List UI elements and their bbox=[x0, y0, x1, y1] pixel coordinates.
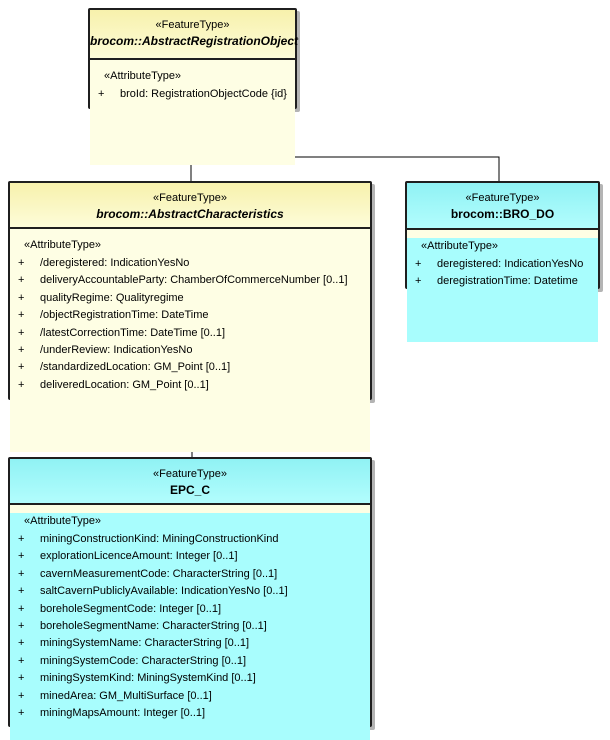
attribute-row bbox=[10, 548, 370, 565]
attribute-visibility: + bbox=[18, 620, 25, 633]
attribute-visibility: + bbox=[18, 550, 25, 563]
attribute-list bbox=[10, 255, 370, 394]
attribute-row bbox=[10, 635, 370, 652]
attribute-row bbox=[10, 653, 370, 670]
class-header bbox=[10, 183, 370, 229]
attribute-row bbox=[10, 272, 370, 289]
attribute-text: boreholeSegmentName: CharacterString [0..1] bbox=[40, 620, 267, 633]
attribute-row bbox=[10, 566, 370, 583]
attribute-visibility: + bbox=[18, 672, 25, 685]
attribute-visibility: + bbox=[18, 344, 25, 357]
attribute-row bbox=[10, 618, 370, 635]
attribute-row bbox=[10, 325, 370, 342]
attribute-text: saltCavernPubliclyAvailable: IndicationYesNo [0..1] bbox=[40, 585, 288, 598]
attribute-text: explorationLicenceAmount: Integer [0..1] bbox=[40, 550, 238, 563]
attribute-row bbox=[10, 255, 370, 272]
attribute-text: /underReview: IndicationYesNo bbox=[40, 344, 193, 357]
attribute-text: /deregistered: IndicationYesNo bbox=[40, 257, 190, 269]
attribute-text: cavernMeasurementCode: CharacterString [0..1] bbox=[40, 567, 278, 580]
attribute-visibility: + bbox=[18, 602, 25, 615]
attribute-row bbox=[10, 307, 370, 324]
attribute-visibility: + bbox=[18, 689, 25, 702]
attribute-text: miningMapsAmount: Integer [0..1] bbox=[40, 707, 206, 720]
attribute-visibility: + bbox=[18, 654, 25, 667]
class-header bbox=[90, 10, 299, 60]
attribute-text: /objectRegistrationTime: DateTime bbox=[40, 309, 209, 322]
attributes-compartment bbox=[407, 238, 598, 342]
class-header bbox=[10, 459, 370, 505]
attribute-row bbox=[407, 256, 598, 273]
class-stereotype: «FeatureType» bbox=[155, 19, 230, 31]
attribute-text: miningSystemCode: CharacterString [0..1] bbox=[40, 654, 247, 667]
attribute-text: qualityRegime: Qualityregime bbox=[40, 291, 184, 304]
class-name: brocom::AbstractCharacteristics bbox=[96, 207, 284, 221]
attribute-visibility: + bbox=[18, 361, 25, 374]
attribute-text: minedArea: GM_MultiSurface [0..1] bbox=[40, 689, 212, 702]
attribute-visibility: + bbox=[415, 258, 422, 270]
attribute-visibility: + bbox=[18, 291, 25, 304]
attribute-text: /latestCorrectionTime: DateTime [0..1] bbox=[40, 326, 226, 339]
class-name: EPC_C bbox=[169, 483, 210, 497]
attribute-visibility: + bbox=[98, 88, 105, 100]
attribute-visibility: + bbox=[415, 275, 422, 288]
attribute-row bbox=[10, 601, 370, 618]
class-stereotype: «FeatureType» bbox=[465, 192, 540, 204]
attribute-type-label: «AttributeType» bbox=[24, 239, 102, 251]
attribute-text: boreholeSegmentCode: Integer [0..1] bbox=[40, 602, 222, 615]
attribute-row bbox=[10, 377, 370, 394]
attributes-compartment bbox=[10, 237, 370, 452]
attribute-row bbox=[10, 290, 370, 307]
attribute-visibility: + bbox=[18, 257, 25, 269]
class-stereotype: «FeatureType» bbox=[153, 468, 227, 480]
attribute-text: /standardizedLocation: GM_Point [0..1] bbox=[40, 361, 231, 374]
attribute-visibility: + bbox=[18, 326, 25, 339]
attribute-type-label: «AttributeType» bbox=[24, 515, 102, 527]
attribute-visibility: + bbox=[18, 707, 25, 720]
attribute-visibility: + bbox=[18, 533, 25, 545]
attribute-text: broId: RegistrationObjectCode {id} bbox=[120, 88, 287, 100]
attribute-visibility: + bbox=[18, 309, 25, 322]
class-box-bro-do[interactable] bbox=[405, 181, 600, 289]
class-header bbox=[407, 183, 598, 230]
attribute-type-label: «AttributeType» bbox=[421, 240, 499, 252]
attribute-row bbox=[10, 583, 370, 600]
attribute-visibility: + bbox=[18, 585, 25, 598]
class-box-abstract-characteristics[interactable] bbox=[8, 181, 372, 400]
attribute-row bbox=[10, 705, 370, 722]
attribute-text: deliveredLocation: GM_Point [0..1] bbox=[40, 378, 209, 391]
attribute-row bbox=[10, 670, 370, 687]
attribute-row bbox=[10, 531, 370, 548]
attribute-text: miningConstructionKind: MiningConstructionKind bbox=[40, 533, 279, 545]
attribute-list bbox=[10, 531, 370, 722]
attribute-text: deregistered: IndicationYesNo bbox=[437, 258, 584, 270]
attribute-visibility: + bbox=[18, 637, 25, 650]
attribute-row bbox=[10, 688, 370, 705]
class-box-epc-c[interactable] bbox=[8, 457, 372, 727]
attribute-text: miningSystemName: CharacterString [0..1] bbox=[40, 637, 250, 650]
attribute-text: deregistrationTime: Datetime bbox=[437, 275, 578, 288]
attribute-visibility: + bbox=[18, 378, 25, 391]
attribute-text: miningSystemKind: MiningSystemKind [0..1] bbox=[40, 672, 256, 685]
class-name: brocom::AbstractRegistrationObject bbox=[90, 34, 299, 48]
attribute-row bbox=[407, 273, 598, 290]
attribute-type-label: «AttributeType» bbox=[104, 70, 182, 82]
attributes-compartment bbox=[10, 513, 370, 740]
attribute-visibility: + bbox=[18, 567, 25, 580]
class-name: brocom::BRO_DO bbox=[450, 207, 555, 221]
attribute-row bbox=[10, 359, 370, 376]
class-box-abstract-registration-object[interactable] bbox=[88, 8, 297, 109]
attribute-list bbox=[90, 86, 295, 103]
attributes-compartment bbox=[90, 68, 295, 165]
attribute-row bbox=[10, 342, 370, 359]
attribute-row bbox=[90, 86, 295, 103]
class-stereotype: «FeatureType» bbox=[153, 192, 227, 204]
attribute-list bbox=[407, 256, 598, 291]
attribute-visibility: + bbox=[18, 274, 25, 287]
attribute-text: deliveryAccountableParty: ChamberOfCommerceNumber [0..1] bbox=[40, 274, 348, 287]
